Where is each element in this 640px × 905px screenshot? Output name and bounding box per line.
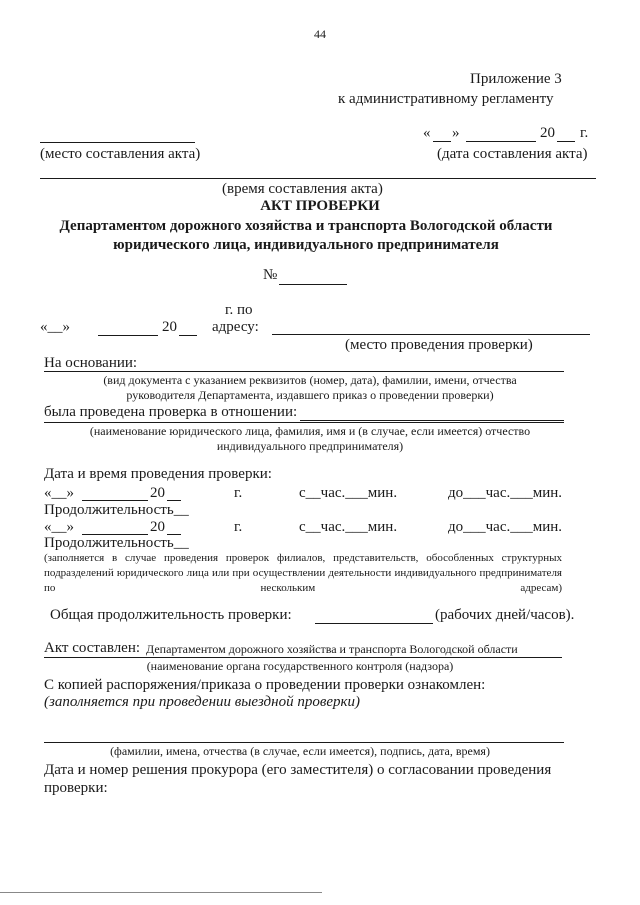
- inspected-caption-line2: индивидуального предпринимателя): [216, 439, 404, 453]
- total-blank: [315, 623, 433, 624]
- basis-line: [44, 371, 564, 372]
- day-blank: [433, 141, 451, 142]
- datetime-label: Дата и время проведения проверки:: [44, 466, 272, 482]
- compiled-caption: (наименование органа государственного контроля (надзора): [146, 659, 454, 673]
- row2-g: г.: [234, 519, 243, 535]
- row2-to: до___час.___мин.: [448, 519, 563, 535]
- basis-caption-line1: (вид документа с указанием реквизитов (номер, дата), фамилии, имени, отчества: [103, 373, 517, 387]
- year-blank: [557, 141, 575, 142]
- row2-day: «__»: [44, 519, 74, 535]
- row1-g: г.: [234, 485, 243, 501]
- row1-to: до___час.___мин.: [448, 485, 563, 501]
- datetime-note: (заполняется в случае проведения проверок филиалов, представительств, обособленных структурных подразделений юридического лица или при осуществлении деятельности индивидуального предпринимателя по нескольким адресам): [44, 552, 562, 594]
- address-line: [272, 334, 590, 335]
- duration2: Продолжительность__: [44, 535, 189, 551]
- inspected-line: [44, 422, 564, 423]
- prosecutor-line1: Дата и номер решения прокурора (его заместителя) о согласовании проведения: [44, 762, 552, 778]
- place-line: [40, 142, 195, 143]
- place-caption: (место составления акта): [40, 146, 201, 162]
- address-year-blank: [179, 335, 197, 336]
- signature-caption: (фамилии, имена, отчества (в случае, если имеется), подпись, дата, время): [110, 744, 490, 758]
- row2-from: с__час.___мин.: [299, 519, 398, 535]
- date-close-quote: »: [452, 125, 460, 141]
- page-edge-line: [0, 892, 322, 893]
- total-label: Общая продолжительность проверки:: [50, 607, 292, 623]
- number-label: №: [263, 267, 278, 283]
- document-title: АКТ ПРОВЕРКИ: [260, 198, 380, 214]
- inspected-label: была проведена проверка в отношении:: [44, 404, 298, 420]
- row1-year: 20: [150, 485, 165, 501]
- row1-day: «__»: [44, 485, 74, 501]
- month-blank: [466, 141, 536, 142]
- number-blank: [279, 284, 347, 285]
- date-caption: (дата составления акта): [437, 146, 588, 162]
- subtitle-line1: Департаментом дорожного хозяйства и транспорта Вологодской области: [59, 218, 553, 234]
- prosecutor-line2: проверки:: [44, 780, 108, 796]
- compiled-label: Акт составлен:: [44, 640, 141, 656]
- copy-text: С копией распоряжения/приказа о проведении проверки ознакомлен:: [44, 677, 486, 693]
- time-line: [40, 178, 596, 179]
- time-caption: (время составления акта): [222, 181, 383, 197]
- basis-label: На основании:: [44, 355, 138, 371]
- row1-from: с__час.___мин.: [299, 485, 398, 501]
- appendix-line2: к административному регламенту: [338, 91, 554, 107]
- address-month-blank: [98, 335, 158, 336]
- subtitle-line2: юридического лица, индивидуального предпринимателя: [113, 237, 499, 253]
- gpo-label: г. по: [225, 302, 253, 318]
- signature-line: [44, 742, 564, 743]
- address-caption: (место проведения проверки): [345, 337, 533, 353]
- row2-year: 20: [150, 519, 165, 535]
- address-label: адресу:: [212, 319, 259, 335]
- row1-month-blank: [82, 500, 148, 501]
- inspected-line-right: [300, 420, 564, 421]
- date-year-prefix: 20: [540, 125, 555, 141]
- date-open-quote: «: [423, 125, 431, 141]
- copy-note: (заполняется при проведении выездной проверки): [44, 694, 361, 710]
- row1-year-blank: [167, 500, 181, 501]
- total-suffix: (рабочих дней/часов).: [435, 607, 575, 623]
- compiled-value: Департаментом дорожного хозяйства и транспорта Вологодской области: [146, 642, 518, 656]
- duration1: Продолжительность__: [44, 502, 189, 518]
- page-number: 44: [314, 27, 326, 41]
- basis-caption-line2: руководителя Департамента, издавшего приказ о проведении проверки): [126, 388, 494, 402]
- address-year: 20: [162, 319, 177, 335]
- address-date-day: «__»: [40, 319, 70, 335]
- inspected-caption-line1: (наименование юридического лица, фамилия, имя и (в случае, если имеется) отчество: [89, 424, 531, 438]
- compiled-line: [44, 657, 562, 658]
- date-year-suffix: г.: [580, 125, 589, 141]
- appendix-line1: Приложение 3: [470, 71, 562, 87]
